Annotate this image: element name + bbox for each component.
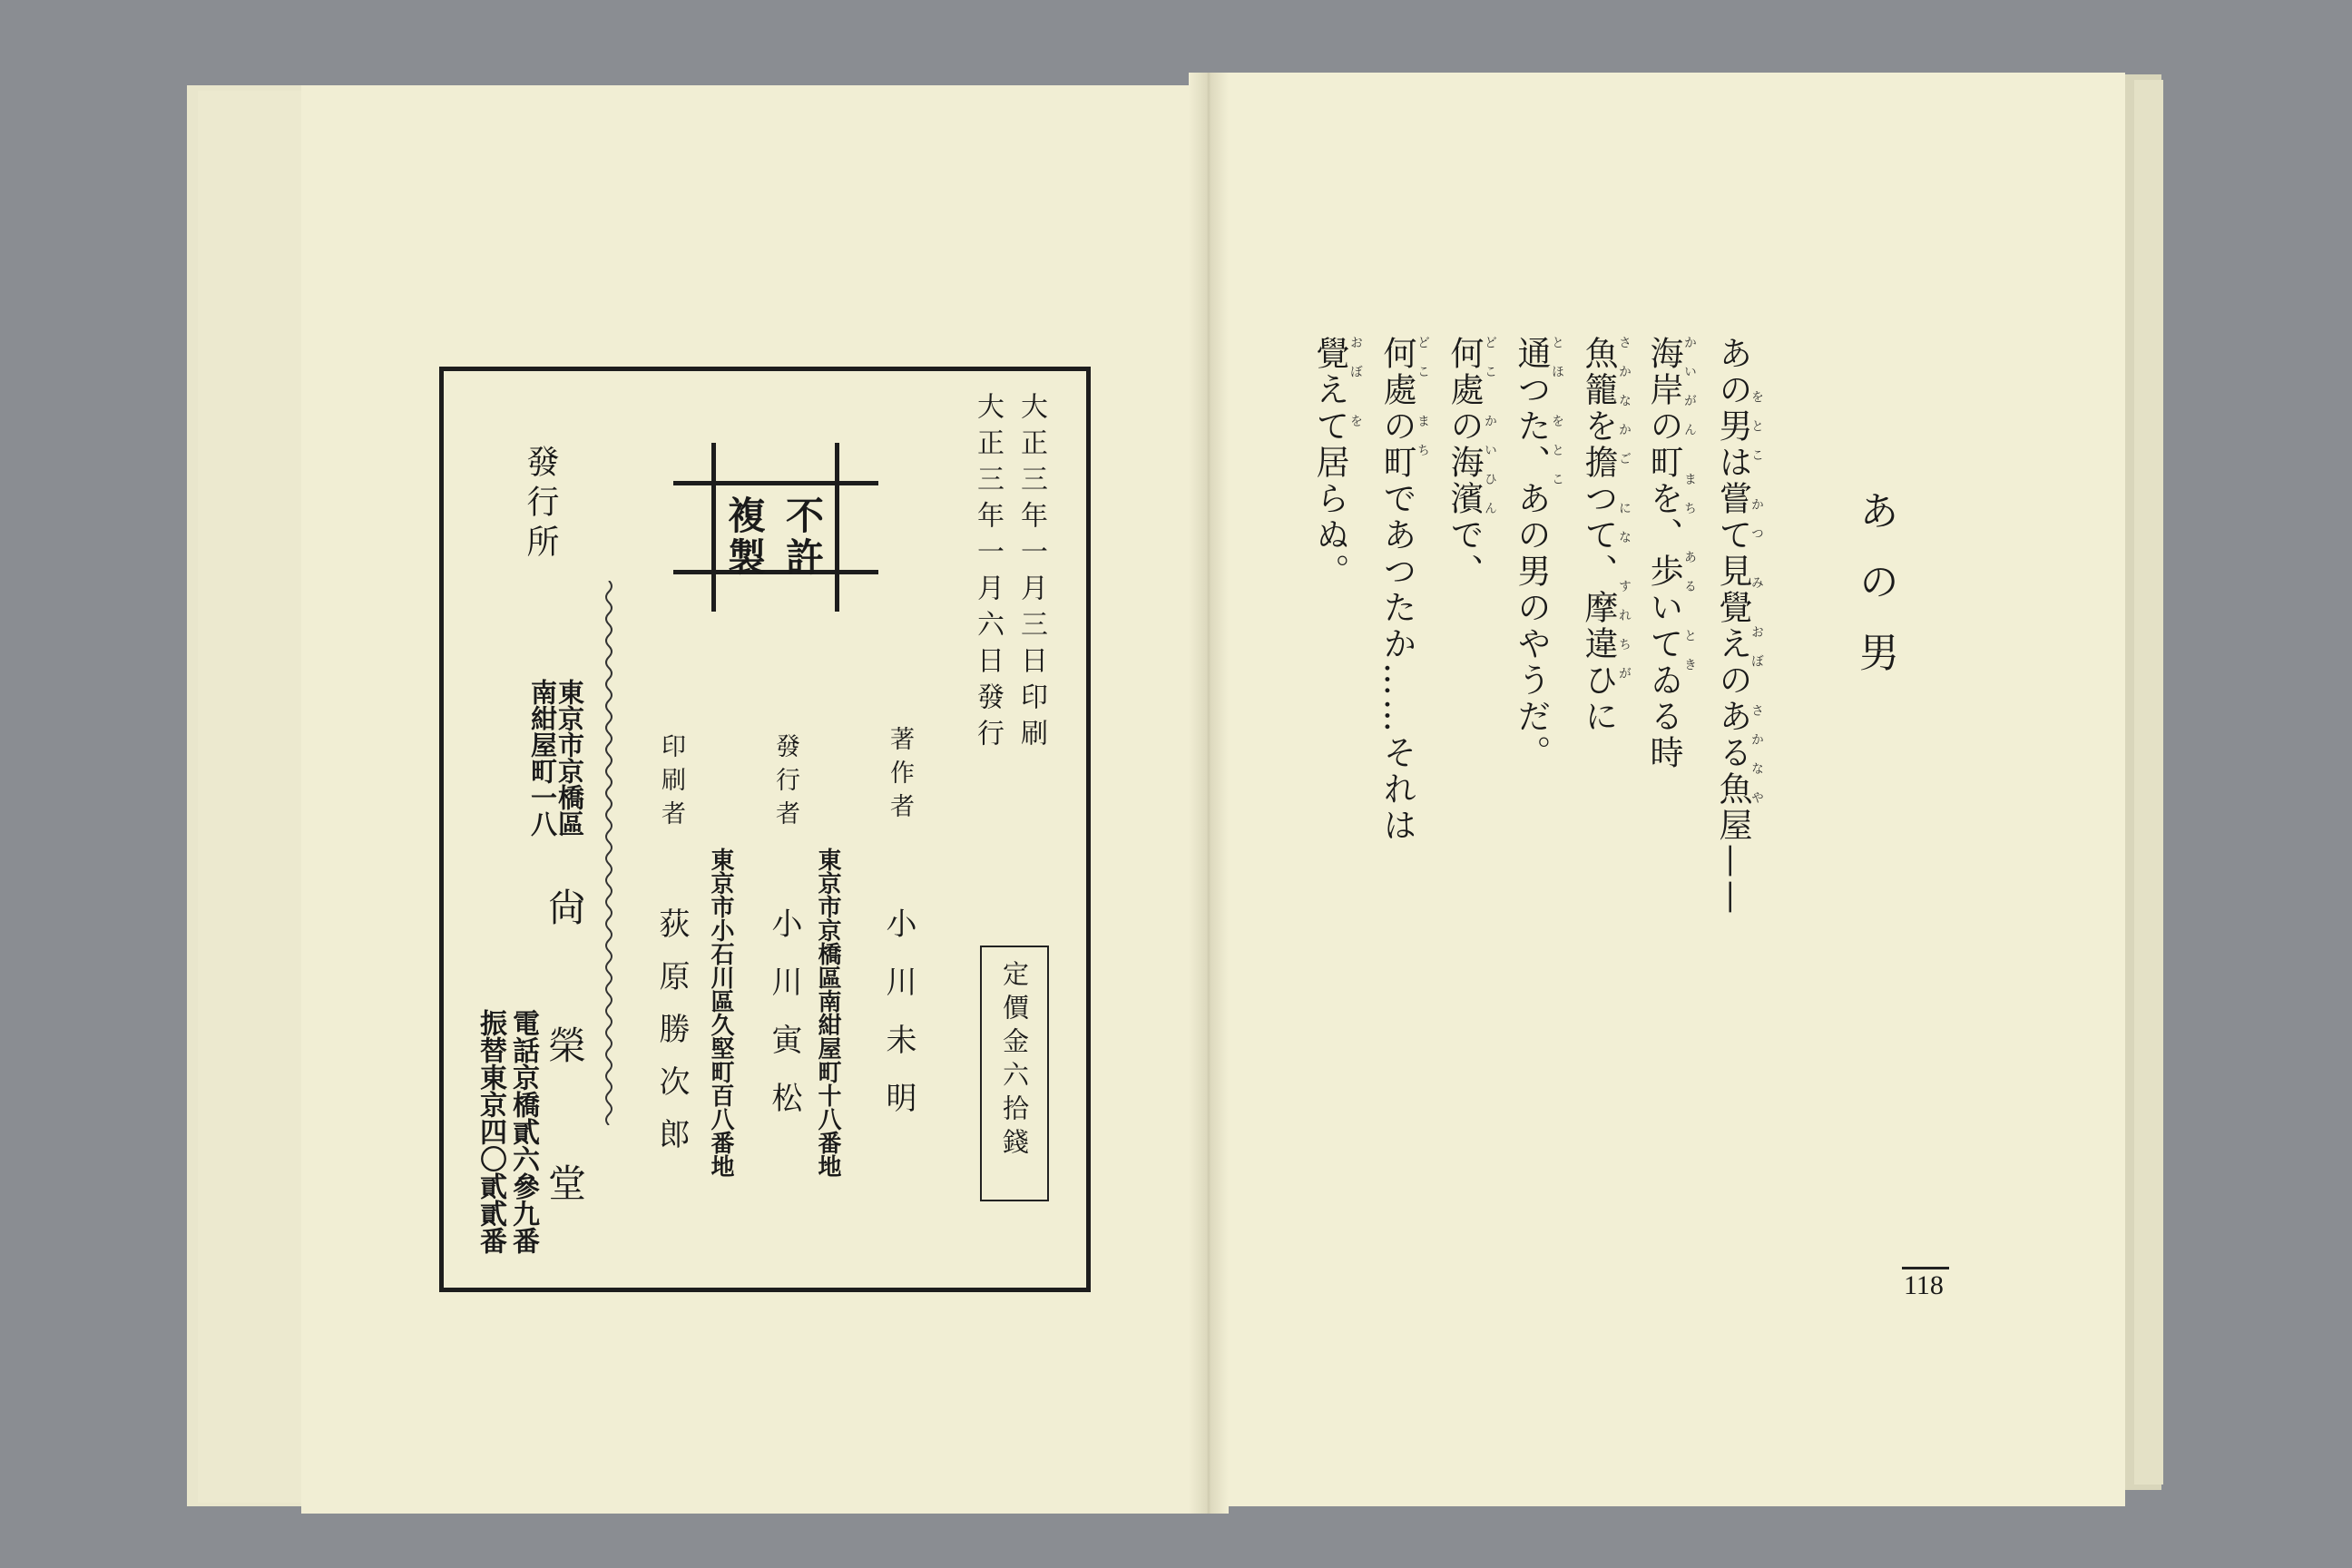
right-page [1209, 73, 2125, 1506]
author-label: 著作者 [886, 726, 914, 827]
print-date: 大正三年一月三日印刷 [1015, 392, 1047, 755]
poem-line-7: 覺えて居らぬ。 [1310, 336, 1349, 590]
issuer-address: 東京市京橋區南紺屋町十八番地 [814, 848, 841, 1178]
house-address-line2: 南紺屋町一八 [527, 679, 558, 837]
phone-number: 電話京橋貳六參九番 [507, 1009, 539, 1254]
book-gutter [1189, 73, 1229, 1514]
printer-name: 荻原勝次郎 [653, 907, 690, 1171]
issuer-label: 發行者 [771, 733, 799, 834]
printer-address: 東京市小石川區久堅町百八番地 [707, 848, 734, 1178]
poem-ruby-2: かいがん まち ある とき [1682, 336, 1697, 688]
poem-ruby-5: どこ かいひん [1483, 336, 1497, 531]
divider-wavy-line [603, 581, 615, 1125]
price-box [980, 946, 1049, 1201]
printer-label: 印刷者 [657, 733, 685, 834]
publish-date: 大正三年一月六日發行 [972, 392, 1004, 755]
poem-ruby-3: さかなかご にな すれちが [1617, 336, 1632, 696]
poem-line-2: 海岸の町を、歩いてゐる時 [1644, 336, 1683, 771]
fukyo-seal [673, 443, 878, 612]
fukyo-char-3: 複 [728, 494, 767, 538]
publisher-house-label: 發行所 [522, 445, 559, 564]
page-number-rule [1902, 1267, 1949, 1269]
poem-line-1: あの男は嘗て見覺えのある魚屋—— [1713, 336, 1752, 916]
poem-line-6: 何處の町であつたか……それは [1377, 336, 1416, 844]
poem-title: あの男 [1852, 490, 1898, 702]
page-number: 118 [1904, 1270, 1944, 1300]
fukyo-char-2: 許 [786, 535, 825, 580]
poem-line-4: 通つた、あの男のやうだ。 [1512, 336, 1551, 771]
author-name: 小川未明 [880, 907, 916, 1140]
poem-ruby-7: おぼ を [1348, 336, 1363, 444]
fukyo-char-1: 不 [786, 494, 825, 538]
poem-ruby-1: をとこ かつ み おぼ さかなや [1749, 390, 1764, 820]
fukyo-char-4: 製 [728, 535, 767, 580]
publisher-house-name: 尙榮堂 [543, 887, 587, 1301]
poem-line-5: 何處の海濱で、 [1445, 336, 1484, 590]
price-text: 定價金六拾錢 [999, 960, 1030, 1161]
issuer-name: 小川寅松 [766, 907, 802, 1140]
transfer-account: 振替東京四〇貳貳番 [475, 1009, 506, 1254]
house-address-line1: 東京市京橋區 [554, 679, 585, 837]
poem-ruby-4: とほ をとこ [1550, 336, 1564, 502]
poem-line-3: 魚籠を擔つて、摩違ひに [1579, 336, 1618, 735]
poem-ruby-6: どこ まち [1416, 336, 1430, 473]
right-page-edge-inner [2134, 80, 2163, 1485]
